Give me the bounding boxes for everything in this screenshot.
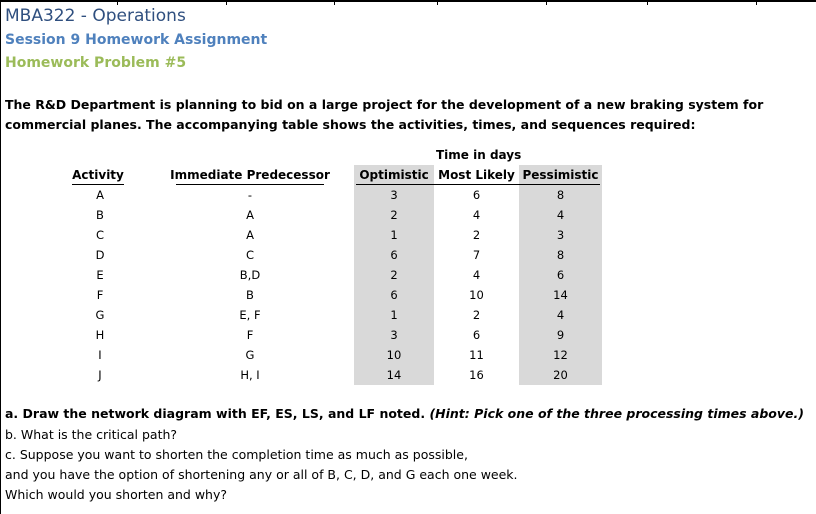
cell-activity: B [96, 208, 104, 222]
cell-optimistic: 10 [386, 348, 402, 362]
cell-optimistic: 1 [390, 308, 398, 322]
cell-predecessor: A [246, 228, 254, 242]
cell-most-likely: 11 [469, 348, 484, 362]
cell-most-likely: 4 [472, 268, 481, 282]
cell-pessimistic: 12 [553, 348, 568, 362]
problem-title: Homework Problem #5 [5, 55, 187, 71]
question-c-line3: Which would you shorten and why? [5, 487, 228, 502]
cell-activity: H [95, 328, 105, 342]
cell-optimistic: 3 [390, 328, 398, 342]
cell-predecessor: B [246, 288, 254, 302]
cell-predecessor: B,D [239, 268, 261, 282]
cell-predecessor: G [245, 348, 255, 362]
col-header-predecessor: Immediate Predecessor [170, 168, 330, 182]
cell-optimistic: 14 [386, 368, 402, 382]
cell-most-likely: 16 [469, 368, 484, 382]
col-header-optimistic: Optimistic [359, 168, 429, 182]
cell-optimistic: 6 [390, 288, 398, 302]
cell-predecessor: C [245, 248, 255, 262]
time-group-header: Time in days [436, 148, 522, 162]
col-header-pessimistic: Pessimistic [522, 168, 599, 182]
cell-activity: F [96, 288, 104, 302]
intro-paragraph: The R&D Department is planning to bid on a large project for the development of a new braking system for commercial planes. The accompanying table shows the activities, times, and sequences required: [5, 97, 764, 132]
sheet-left-border [0, 0, 1, 514]
cell-activity: J [98, 368, 102, 382]
course-title: MBA322 - Operations [5, 6, 186, 26]
cell-predecessor: H, I [240, 368, 260, 382]
cell-most-likely: 6 [472, 188, 481, 202]
cell-predecessor: E, F [239, 308, 261, 322]
cell-pessimistic: 4 [556, 308, 565, 322]
cell-optimistic: 3 [390, 188, 398, 202]
cell-pessimistic: 6 [556, 268, 565, 282]
cell-activity: G [95, 308, 105, 322]
cell-predecessor: F [246, 328, 254, 342]
col-header-activity: Activity [72, 168, 124, 182]
cell-activity: A [96, 188, 104, 202]
cell-optimistic: 1 [390, 228, 398, 242]
session-title: Session 9 Homework Assignment [5, 32, 268, 48]
cell-most-likely: 4 [472, 208, 481, 222]
cell-most-likely: 7 [472, 248, 481, 262]
cell-most-likely: 2 [472, 308, 481, 322]
cell-activity: E [96, 268, 104, 282]
cell-pessimistic: 14 [553, 288, 568, 302]
cell-activity: C [95, 228, 105, 242]
question-b: b. What is the critical path? [5, 427, 178, 442]
question-a [5, 406, 804, 421]
cell-most-likely: 2 [472, 228, 481, 242]
cell-pessimistic: 20 [553, 368, 568, 382]
cell-predecessor: A [246, 208, 254, 222]
question-c-line1: c. Suppose you want to shorten the completion time as much as possible, [5, 447, 468, 462]
cell-optimistic: 6 [390, 248, 398, 262]
cell-pessimistic: 8 [556, 248, 565, 262]
sheet-top-border [0, 0, 816, 2]
cell-optimistic: 2 [390, 208, 398, 222]
cell-pessimistic: 4 [556, 208, 565, 222]
cell-activity: D [95, 248, 105, 262]
question-a-text: a. Draw the network diagram with EF, ES, LS, and LF noted. [5, 406, 430, 421]
cell-pessimistic: 3 [556, 228, 565, 242]
question-c-line2: and you have the option of shortening any or all of B, C, D, and G each one week. [5, 467, 518, 482]
cell-most-likely: 6 [472, 328, 481, 342]
col-header-most-likely: Most Likely [438, 168, 515, 182]
cell-optimistic: 2 [390, 268, 398, 282]
cell-activity: I [98, 348, 102, 362]
cell-pessimistic: 8 [556, 188, 565, 202]
cell-predecessor: - [247, 188, 253, 202]
question-a-hint: (Hint: Pick one of the three processing times above.) [429, 406, 804, 421]
cell-pessimistic: 9 [556, 328, 565, 342]
cell-most-likely: 10 [469, 288, 484, 302]
